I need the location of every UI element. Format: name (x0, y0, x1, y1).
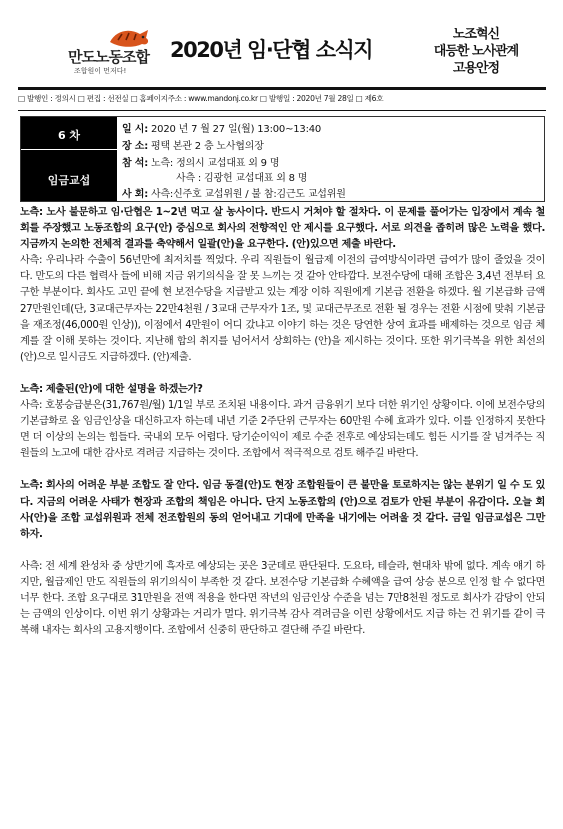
meeting-place: 평택 본관 2 층 노사협의장 (151, 141, 264, 152)
meeting-chair: 사측:신주호 교섭위원 / 불 참:김근도 교섭위원 (151, 189, 346, 200)
slogan-line: 노조혁신 (452, 27, 500, 42)
slogan-line: 대등한 노사관계 (433, 44, 519, 59)
company-response: 사측: 우리나라 수출이 56년만에 최저치를 찍었다. 우리 직원들이 월급제 이전의 급여방식이라면 급여가 많이 줄었을 것이다. 만도의 다른 협력사 들에 비해 지금 위기의식을 잘 못 느끼는 것 같아 안타깝다. 보전수당에 대해 조합은 3,4년 전부터 요구한 부분이다. 회사도 고민 끝에 현 보전수당을 지급받고 있는 계장 이하 직원에게 기본급 전환을 하겠다. 월 기본급화 금액 27만원인데(단, 3교대근무자는 22만4천원 / 3교대 근무자가 1조, 및 교대근무조로 전환 될 경우는 전환 시점에 맞춰 기본급을 재조정(46,000원 인상)), 이점에서 4만원이 어디 갔냐고 이야기 하는 것은 당연한 상여 효과를 배제하는 것으로 임금 체계를 잘 이해 못하는 것이다. 지난해 합의 취지를 넘어서서 상회하는 (안)을 제시하는 것이다. 또한 위기극복을 위한 최선의 (안)으로 일시금도 지급하겠다. (안)제출. (20, 255, 545, 363)
newsletter-header (18, 22, 546, 84)
meeting-time-row (122, 120, 321, 135)
logo-subtitle: 조합원이 먼저다! (74, 67, 127, 75)
company-attendees-row (176, 169, 307, 184)
meeting-label-panel (21, 117, 117, 201)
session-number: 6 차 (57, 129, 81, 142)
union-statement: 노측: 노사 불문하고 임·단협은 1~2년 먹고 살 농사이다. 반드시 거쳐야 할 절차다. 이 문제를 풀어가는 입장에서 계속 철회를 주장했고 노동조합의 요구(안) 중심으로 회사의 전향적인 안 제시를 요구했다. 서로 의견을 좁히려 많은 노력을 했다. 지금까지 논의한 전체적 결과를 축약해서 일괄(안)을 요구한다. (안)있으면 제출 바란다. (20, 207, 545, 251)
publication-info: □ 발행인 : 정의시 □ 편집 : 선전실 □ 홈페이지주소 : www.mandonj.co.kr □ 발행일 : 2020년 7월 28일 □ 제6호 (18, 94, 384, 103)
company-response: 사측: 호봉승급분은(31,767원/월) 1/1일 부로 조치된 내용이다. 과거 금융위기 보다 더한 위기인 상황이다. 이에 보전수당의 기본급화로 올 임금인상을 대신하고자 하는데 내년 기준 2주단위 근무자는 60만원 수혜 효과가 있다. 이를 인정하지 못한다면 더 이상의 논의는 힘들다. 국내외 모두 어렵다. 당기순이익이 제로 수준 전후로 예상되는데도 힘든 시기를 잘 넘겨주는 직원들의 노고에 대한 감사로 격려금 지급하는 것이다. 조합에서 적극적으로 검토 해주길 바란다. (20, 400, 545, 460)
union-statement: 노측: 제출된(안)에 대한 설명을 하겠는가? (20, 383, 203, 395)
time-label: 일 시: (122, 124, 149, 135)
tiger-icon (108, 28, 152, 48)
paragraph-gap (20, 462, 545, 478)
meeting-attendees-row (122, 154, 279, 169)
newsletter-title: 2020년 임·단협 소식지 (170, 38, 373, 62)
company-response: 사측: 전 세계 완성차 중 상반기에 흑자로 예상되는 곳은 3군데로 판단된다. 도요타, 테슬라, 현대차 밖에 없다. 계속 얘기 하지만, 월급제인 만도 직원들의 위기의식이 부족한 것 같다. 보전수당 기본급화 수혜액을 급여 상승 분으로 인정 할 수 없다면 너무 한다. 조합 요구대로 31만원을 전액 적용을 한다면 작년의 임금인상 수준을 넘는 7만8천원 정도로 회사가 감당이 안되는 금액의 인상이다. 이번 위기 상황과는 거리가 멀다. 위기극복 감사 격려금을 이런 상황에서도 지급 하는 건 위기를 같이 극복해 내자는 회사의 고용지행이다. 조합에서 신중히 판단하고 결단해 주길 바란다. (20, 560, 545, 637)
slogan (406, 26, 546, 77)
paragraph-gap (20, 543, 545, 559)
header-divider (18, 87, 546, 90)
paragraph-gap (20, 366, 545, 382)
meeting-chair-row (122, 185, 346, 200)
meeting-info-box (20, 116, 545, 202)
place-label: 장 소: (122, 141, 149, 152)
chair-label: 사 회: (122, 189, 149, 200)
union-statement: 노측: 회사의 어려운 부분 조합도 잘 안다. 임금 동결(안)도 현장 조합원들이 큰 불만을 토로하지는 않는 분위기 일 수 도 있다. 지금의 어려운 사태가 현장과 조합의 책임은 아니다. 단지 노동조합의 (안)으로 검토가 안된 부분이 유감이다. 오늘 회사(안)을 조합 교섭위원과 전체 전조합원의 동의 얻어내고 기대에 만족을 내기에는 어려울 것 같다. 금일 임금교섭은 그만하자. (20, 480, 545, 540)
union-attendees: 노측: 정의시 교섭대표 외 9 명 (151, 158, 280, 169)
union-logo (68, 28, 160, 80)
logo-name: 만도노동조합 (68, 48, 149, 66)
slogan-line: 고용안정 (452, 61, 500, 76)
minutes-body (20, 205, 545, 639)
attend-label: 참 석: (122, 158, 149, 169)
meeting-time: 2020 년 7 월 27 일(월) 13:00~13:40 (151, 124, 322, 135)
company-attendees: 사측 : 김광헌 교섭대표 외 8 명 (176, 173, 308, 184)
meeting-type: 임금교섭 (47, 174, 91, 187)
meeting-place-row (122, 137, 264, 152)
info-divider (18, 110, 546, 111)
meeting-details (118, 117, 544, 201)
panel-divider (21, 149, 117, 150)
